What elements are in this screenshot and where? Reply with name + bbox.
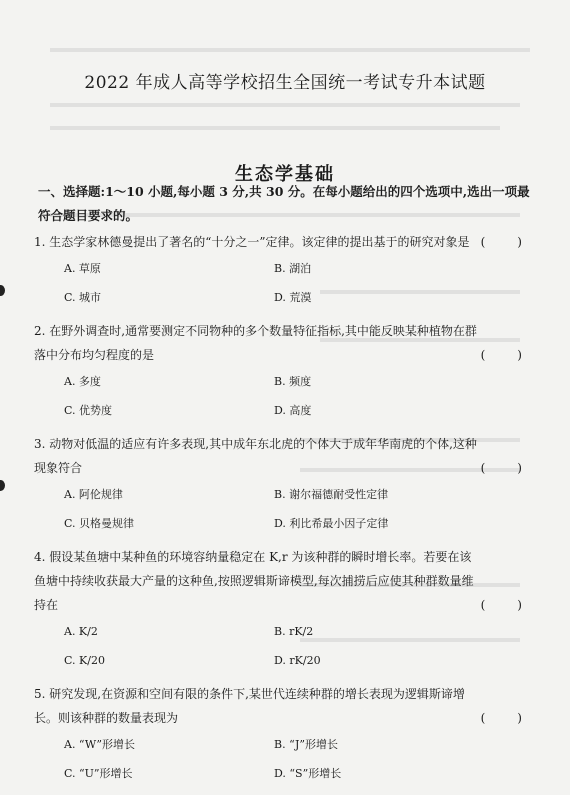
section-heading: 一、选择题:1～10 小题,每小题 3 分,共 30 分。在每小题给出的四个选项中,选出一项最符合题目要求的。 [38,184,530,223]
question-stem [34,545,542,617]
option-a: A. 多度 [64,375,101,388]
answer-bracket: ( ) [480,461,532,475]
options [34,730,542,788]
question-text: 在野外调查时,通常要测定不同物种的多个数量特征指标,其中能反映某种植物在群落中分布均匀程度的是 [34,324,477,362]
option-b: B. 频度 [274,375,312,388]
question-list [34,230,542,795]
answer-bracket: ( ) [480,235,532,249]
question-number: 1. [34,235,46,249]
option-a: A. 草原 [64,262,101,275]
option-c: C. 城市 [64,291,102,304]
question-number: 3. [34,437,46,451]
question-stem [34,319,542,367]
question-number: 5. [34,687,46,701]
option-b: B. “J”形增长 [274,738,338,751]
question-text: 研究发现,在资源和空间有限的条件下,某世代连续种群的增长表现为逻辑斯谛增长。则该种群的数量表现为 [34,687,465,725]
options [34,254,542,312]
option-d: D. 高度 [274,404,312,417]
option-b: B. rK/2 [274,625,314,638]
option-d: D. 荒漠 [274,291,312,304]
question-text: 动物对低温的适应有许多表现,其中成年东北虎的个体大于成年华南虎的个体,这种现象符合 [34,437,477,475]
option-d: D. rK/20 [274,654,321,667]
option-b: B. 谢尔福德耐受性定律 [274,488,389,501]
answer-bracket: ( ) [480,598,532,612]
question-number: 2. [34,324,46,338]
option-d: D. 利比希最小因子定律 [274,517,389,530]
option-d: D. “S”形增长 [274,767,342,780]
question-stem [34,432,542,480]
option-c: C. 优势度 [64,404,113,417]
binding-hole [0,480,5,491]
question-number: 4. [34,550,46,564]
options [34,480,542,538]
question-stem [34,230,542,254]
question [34,545,542,675]
exam-title: 2022 年成人高等学校招生全国统一考试专升本试题 [84,73,486,93]
option-a: A. K/2 [64,625,98,638]
option-c: C. 贝格曼规律 [64,517,135,530]
question [34,230,542,312]
question [34,682,542,788]
question-text: 假设某鱼塘中某种鱼的环境容纳量稳定在 K,r 为该种群的瞬时增长率。若要在该鱼塘中持续收获最大产量的这种鱼,按照逻辑斯谛模型,每次捕捞后应使其种群数量维持在 [34,550,474,612]
option-c: C. “U”形增长 [64,767,133,780]
option-a: A. 阿伦规律 [64,488,123,501]
options [34,617,542,675]
question [34,319,542,425]
option-c: C. K/20 [64,654,105,667]
option-a: A. “W”形增长 [64,738,136,751]
binding-hole [0,285,5,296]
question-text: 生态学家林德曼提出了著名的“十分之一”定律。该定律的提出基于的研究对象是 [49,235,470,249]
options [34,367,542,425]
question [34,432,542,538]
subject-title: 生态学基础 [235,164,335,185]
option-b: B. 湖泊 [274,262,312,275]
answer-bracket: ( ) [480,711,532,725]
answer-bracket: ( ) [480,348,532,362]
